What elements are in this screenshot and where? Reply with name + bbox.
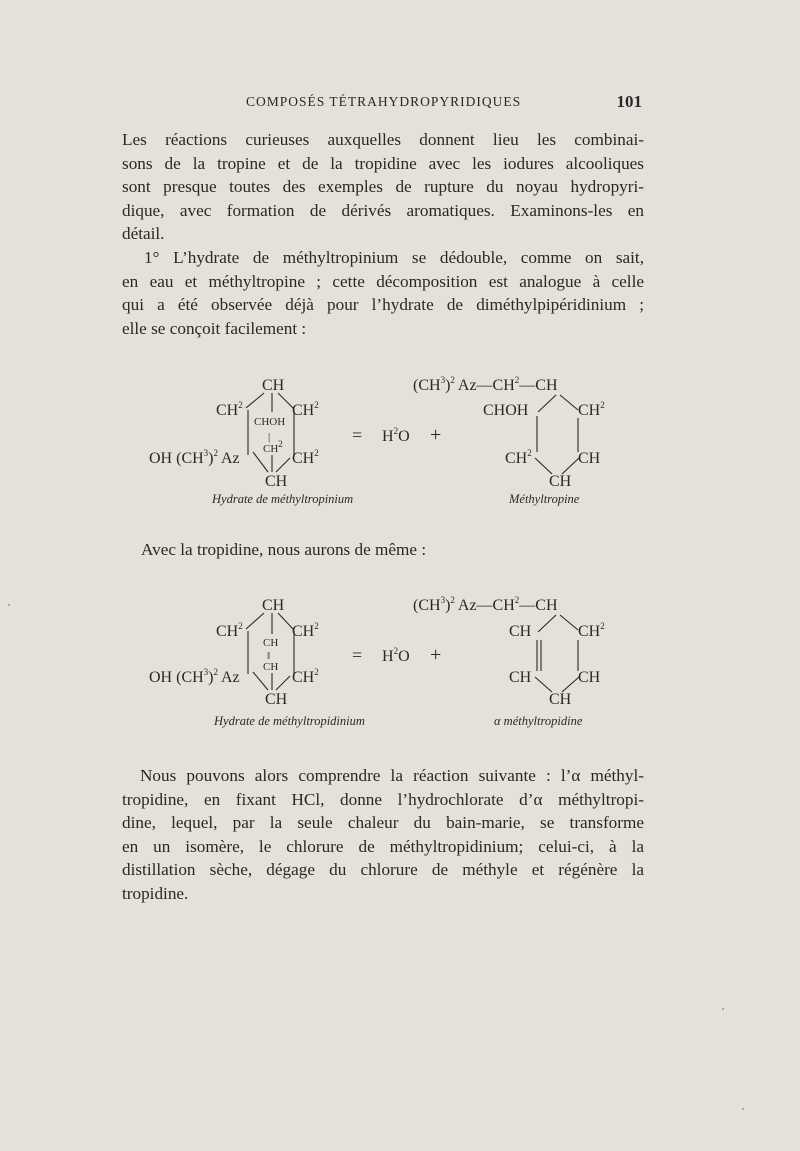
f1-left-lower-left: OH $(CH^3)^2$ Az — [149, 448, 240, 467]
f1-right-bottom: CH — [549, 473, 572, 490]
bond — [253, 672, 268, 690]
text-line: distillation sèche, dégage du chlorure de méthyle et régénère la — [122, 860, 644, 880]
text-line: sont presque toutes des exemples de rupture du noyau hydropyri- — [122, 177, 644, 197]
text-line: sons de la tropine et de la tropidine avec les iodures alcooliques — [122, 153, 644, 173]
text-line: détail. — [122, 224, 165, 244]
f2-left-top: CH — [262, 597, 285, 614]
f1-right-lower-left: $CH^2$ — [505, 448, 532, 467]
f1-right-upper-left: CHOH — [483, 402, 529, 419]
bond — [562, 677, 579, 692]
f2-right-caption: α méthyltropidine — [494, 714, 583, 728]
f1-equals: = — [352, 425, 363, 445]
f1-left-bottom: CH — [265, 473, 288, 490]
f2-plus: + — [430, 644, 442, 666]
f2-right-lower-left: CH — [509, 669, 532, 686]
text-line: qui a été observée déjà pour l’hydrate de diméthylpipéridinium ; — [122, 295, 644, 315]
text-line: Nous pouvons alors comprendre la réaction suivante : l’α méthyl- — [140, 766, 644, 785]
f1-right-upper-right: $CH^2$ — [578, 400, 605, 419]
f2-left-caption: Hydrate de méthyltropidinium — [214, 714, 365, 728]
f1-left-bridge-bottom: $CH^2$ — [263, 439, 283, 455]
text-line: Avec la tropidine, nous aurons de même : — [141, 540, 427, 559]
f2-right-upper-left: CH — [509, 623, 532, 640]
f1-plus: + — [430, 424, 442, 446]
text-line: dine, lequel, par la seule chaleur du bain-marie, se transforme — [122, 813, 644, 833]
f1-water: $H^2O$ — [382, 426, 410, 445]
paragraph-reaction — [122, 764, 644, 906]
text-line: dique, avec formation de dérivés aromatiques. Examinons-les en — [122, 200, 644, 220]
f2-left-upper-left: $CH^2$ — [216, 621, 243, 640]
bond — [538, 615, 556, 632]
f2-right-bottom: CH — [549, 691, 572, 708]
text-line: en eau et méthyltropine ; cette décomposition est analogue à celle — [122, 271, 644, 291]
f2-water: $H^2O$ — [382, 646, 410, 665]
f1-left-top: CH — [262, 377, 285, 394]
text-line: tropidine, en fixant HCl, donne l’hydrochlorate d’α méthyltropi- — [122, 789, 644, 809]
f1-right-lower-right: CH — [578, 450, 601, 467]
bond — [246, 613, 264, 629]
running-title: COMPOSÉS TÉTRAHYDROPYRIDIQUES — [246, 94, 522, 109]
text-line: 1° L’hydrate de méthyltropinium se dédouble, comme on sait, — [144, 248, 644, 267]
text-line: elle se conçoit facilement : — [122, 318, 307, 338]
f2-left-bridge-top: CH — [263, 637, 279, 649]
f2-right-upper-right: $CH^2$ — [578, 621, 605, 640]
bond — [560, 615, 578, 630]
f2-right-bonds — [535, 615, 579, 692]
f2-left-lower-left: OH $(CH^3)^2$ Az — [149, 667, 240, 686]
f1-left-bridge-top: CHOH — [254, 416, 286, 428]
f1-left-upper-right: $CH^2$ — [292, 400, 319, 419]
f2-left-lower-right: $CH^2$ — [292, 667, 319, 686]
f2-double-bond: ‖ — [267, 650, 271, 662]
f2-equals: = — [352, 645, 363, 665]
text-line: Les réactions curieuses auxquelles donnent lieu les combinai- — [122, 130, 644, 149]
bond — [276, 676, 290, 690]
f2-left-bridge-bottom: CH — [263, 661, 279, 673]
bond — [278, 613, 293, 629]
f2-left-bottom: CH — [265, 691, 288, 708]
f1-bridge-dash: | — [268, 431, 271, 443]
f1-left-upper-left: $CH^2$ — [216, 400, 243, 419]
f1-right-caption: Méthyltropine — [509, 492, 580, 506]
bond — [535, 677, 552, 692]
page-number: 101 — [616, 92, 642, 111]
paper-speck — [722, 1008, 724, 1010]
f1-left-caption: Hydrate de méthyltropinium — [212, 492, 354, 506]
text-line: tropidine. — [122, 883, 189, 903]
f1-right-top-line: $(CH^3)^2$ $Az—CH^2—CH$ — [413, 375, 558, 394]
paper-speck — [8, 604, 10, 606]
f2-right-top-line: $(CH^3)^2$ $Az—CH^2—CH$ — [413, 595, 558, 614]
f1-left-lower-right: $CH^2$ — [292, 448, 319, 467]
paper-speck — [742, 1108, 744, 1110]
f2-left-upper-right: $CH^2$ — [292, 621, 319, 640]
text-line: en un isomère, le chlorure de méthyltropidinium; celui-ci, à la — [122, 836, 644, 856]
f2-right-lower-right: CH — [578, 669, 601, 686]
